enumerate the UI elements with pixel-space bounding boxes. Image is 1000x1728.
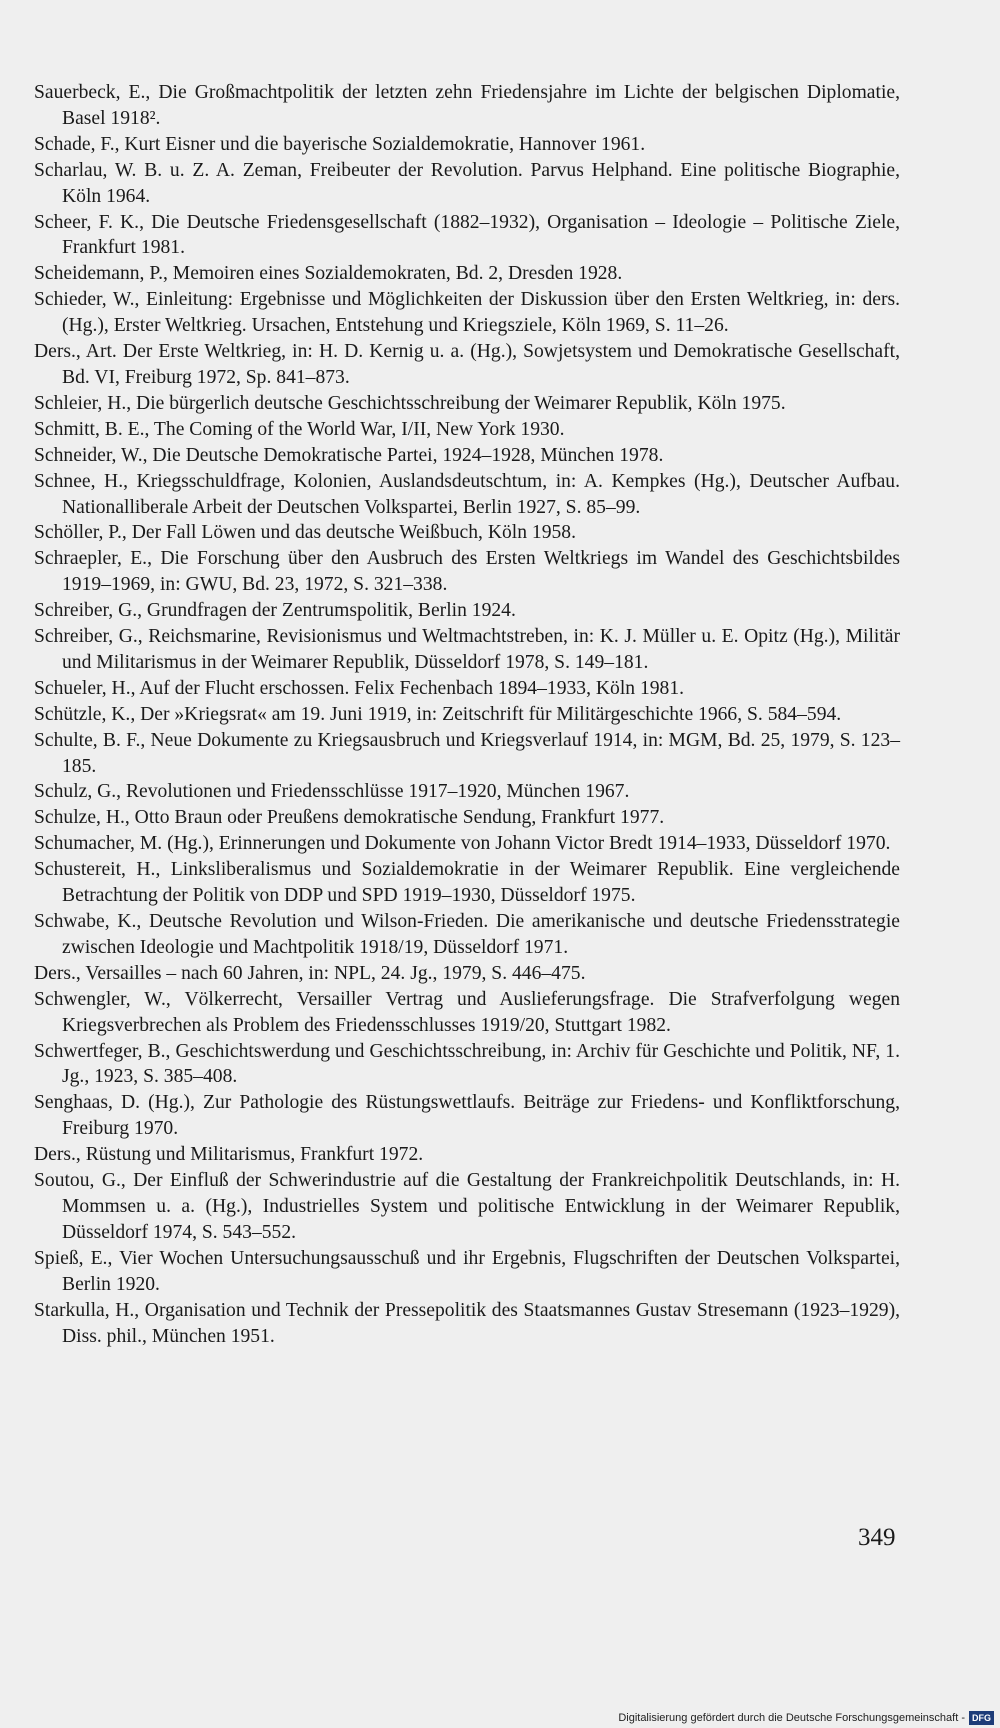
bibliography-entry: Schmitt, B. E., The Coming of the World War, I/II, New York 1930. (34, 418, 565, 440)
bibliography-entry: Scheer, F. K., Die Deutsche Friedensgesellschaft (1882–1932), Organisation – Ideologie – Politische Ziele, Frankfurt 1981. (34, 211, 900, 259)
bibliography-entry: Schützle, K., Der »Kriegsrat« am 19. Juni 1919, in: Zeitschrift für Militärgeschichte 1966, S. 584–594. (34, 703, 842, 725)
bibliography-entry: Starkulla, H., Organisation und Technik der Pressepolitik des Staatsmannes Gustav Stresemann (1923–1929), Diss. phil., München 1951. (34, 1299, 900, 1347)
bibliography-entry: Schieder, W., Einleitung: Ergebnisse und Möglichkeiten der Diskussion über den Ersten Weltkrieg, in: ders. (Hg.), Erster Weltkrieg. Ursachen, Entstehung und Kriegsziele, Köln 1969, S. 11–26. (34, 289, 900, 337)
footer-text: Digitalisierung gefördert durch die Deutsche Forschungsgemeinschaft - (618, 1712, 965, 1724)
bibliography-entry: Schwertfeger, B., Geschichtswerdung und Geschichtsschreibung, in: Archiv für Geschichte und Politik, NF, 1. Jg., 1923, S. 385–408. (34, 1040, 900, 1088)
bibliography-entry: Schade, F., Kurt Eisner und die bayerische Sozialdemokratie, Hannover 1961. (34, 133, 646, 155)
bibliography-entry: Scheidemann, P., Memoiren eines Sozialdemokraten, Bd. 2, Dresden 1928. (34, 263, 623, 285)
bibliography-entry: Scharlau, W. B. u. Z. A. Zeman, Freibeuter der Revolution. Parvus Helphand. Eine politische Biographie, Köln 1964. (34, 159, 900, 207)
bibliography-entry: Schleier, H., Die bürgerlich deutsche Geschichtsschreibung der Weimarer Republik, Köln 1975. (34, 392, 786, 414)
bibliography-entry: Schraepler, E., Die Forschung über den Ausbruch des Ersten Weltkriegs im Wandel des Geschichtsbildes 1919–1969, in: GWU, Bd. 23, 1972, S. 321–338. (34, 548, 900, 596)
bibliography-entry: Schöller, P., Der Fall Löwen und das deutsche Weißbuch, Köln 1958. (34, 522, 577, 544)
bibliography-entry: Schwabe, K., Deutsche Revolution und Wilson-Frieden. Die amerikanische und deutsche Friedensstrategie zwischen Ideologie und Machtpolitik 1918/19, Düsseldorf 1971. (34, 911, 900, 958)
bibliography-entry: Schwengler, W., Völkerrecht, Versailler Vertrag und Auslieferungsfrage. Die Strafverfolgung wegen Kriegsverbrechen als Problem des Friedensschlusses 1919/20, Stuttgart 1982. (34, 988, 900, 1036)
page-number: 349 (858, 1524, 896, 1551)
bibliography-entry: Schumacher, M. (Hg.), Erinnerungen und Dokumente von Johann Victor Bredt 1914–1933, Düsseldorf 1970. (34, 833, 891, 855)
bibliography-entry: Schulte, B. F., Neue Dokumente zu Kriegsausbruch und Kriegsverlauf 1914, in: MGM, Bd. 25, 1979, S. 123–185. (34, 729, 900, 777)
bibliography-entry: Senghaas, D. (Hg.), Zur Pathologie des Rüstungswettlaufs. Beiträge zur Friedens- und Konfliktforschung, Freiburg 1970. (34, 1092, 900, 1140)
bibliography-entry: Soutou, G., Der Einfluß der Schwerindustrie auf die Gestaltung der Frankreichpolitik Deutschlands, in: H. Mommsen u. a. (Hg.), Industrielles System und politische Entwicklung in der Weimarer Republik, Düsseldorf 1974, S. 543–552. (34, 1170, 900, 1243)
bibliography-entry: Schulz, G., Revolutionen und Friedensschlüsse 1917–1920, München 1967. (34, 781, 630, 803)
bibliography-entry: Schustereit, H., Linksliberalismus und Sozialdemokratie in der Weimarer Republik. Eine vergleichende Betrachtung der Politik von DDP und SPD 1919–1930, Düsseldorf 1975. (34, 859, 900, 907)
bibliography-entry: Ders., Rüstung und Militarismus, Frankfurt 1972. (34, 1144, 424, 1166)
bibliography-entry: Schulze, H., Otto Braun oder Preußens demokratische Sendung, Frankfurt 1977. (34, 807, 665, 829)
bibliography-entry: Spieß, E., Vier Wochen Untersuchungsausschuß und ihr Ergebnis, Flugschriften der Deutschen Volkspartei, Berlin 1920. (34, 1247, 900, 1295)
digitization-footer (618, 1711, 994, 1725)
bibliography-entry: Schnee, H., Kriegsschuldfrage, Kolonien, Auslandsdeutschtum, in: A. Kempkes (Hg.), Deutscher Aufbau. Nationalliberale Arbeit der Deutschen Volkspartei, Berlin 1927, S. 85–99. (34, 470, 900, 518)
bibliography-entry: Schneider, W., Die Deutsche Demokratische Partei, 1924–1928, München 1978. (34, 444, 664, 466)
dfg-logo-icon: DFG (969, 1711, 994, 1725)
bibliography-entry: Schreiber, G., Grundfragen der Zentrumspolitik, Berlin 1924. (34, 600, 516, 622)
bibliography-entry: Schreiber, G., Reichsmarine, Revisionismus und Weltmachtstreben, in: K. J. Müller u. E. Opitz (Hg.), Militär und Militarismus in der Weimarer Republik, Düsseldorf 1978, S. 149–181. (34, 626, 900, 673)
bibliography-entry: Ders., Versailles – nach 60 Jahren, in: NPL, 24. Jg., 1979, S. 446–475. (34, 962, 586, 984)
bibliography-entry: Schueler, H., Auf der Flucht erschossen. Felix Fechenbach 1894–1933, Köln 1981. (34, 677, 685, 699)
bibliography-entry: Ders., Art. Der Erste Weltkrieg, in: H. D. Kernig u. a. (Hg.), Sowjetsystem und Demokratische Gesellschaft, Bd. VI, Freiburg 1972, Sp. 841–873. (34, 341, 900, 388)
bibliography-list (34, 80, 900, 1349)
bibliography-entry: Sauerbeck, E., Die Großmachtpolitik der letzten zehn Friedensjahre im Lichte der belgischen Diplomatie, Basel 1918². (34, 82, 900, 129)
